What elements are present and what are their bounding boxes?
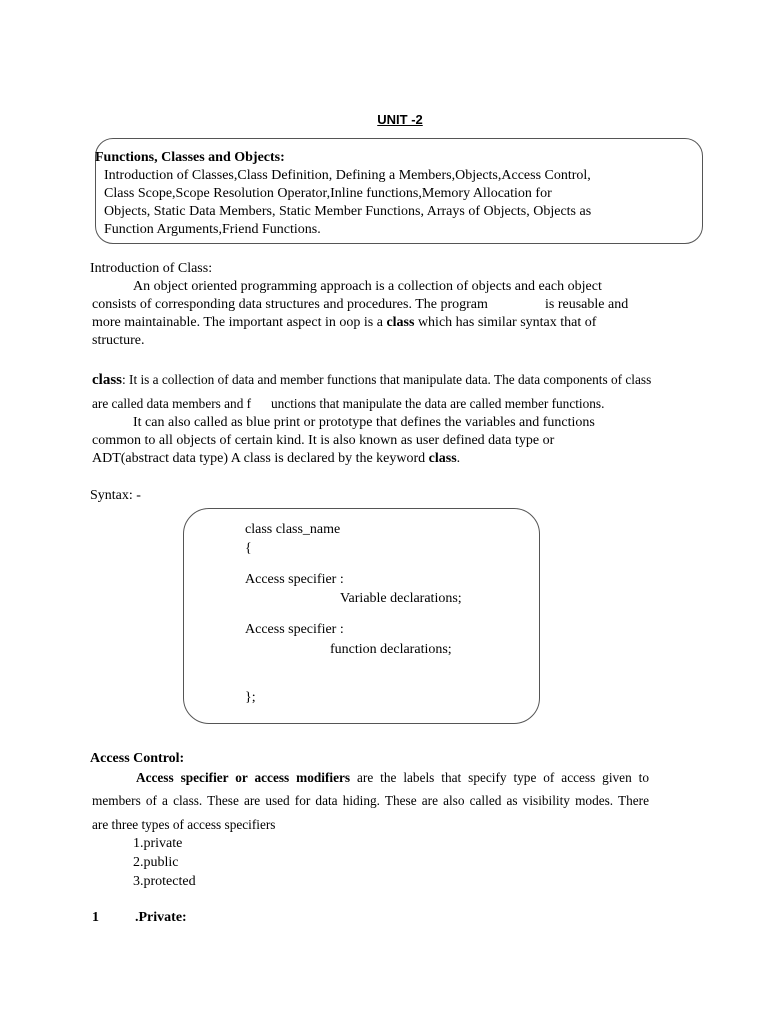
intro-line-1: An object oriented programming approach is a collection of objects and each object — [133, 279, 602, 294]
class-def-line-2b: unctions that manipulate the data are called member functions. — [271, 396, 605, 411]
list-item: 2.public — [133, 855, 179, 870]
code-line: { — [245, 541, 252, 556]
intro-heading: Introduction of Class: — [90, 261, 213, 276]
toc-line: Objects, Static Data Members, Static Member Functions, Arrays of Objects, Objects as — [104, 204, 592, 219]
access-line-3: are three types of access specifiers — [92, 817, 276, 832]
toc-heading: Functions, Classes and Objects: — [95, 150, 285, 165]
intro-line-2a: consists of corresponding data structures and procedures. The program — [92, 297, 488, 312]
toc-line: Function Arguments,Friend Functions. — [104, 222, 321, 237]
access-heading: Access Control: — [90, 751, 185, 766]
class-def-line-5: ADT(abstract data type) A class is declared by the keyword class. — [92, 451, 461, 466]
unit-title: UNIT -2 — [377, 112, 423, 127]
intro-line-4: structure. — [92, 333, 145, 348]
syntax-box — [183, 508, 540, 724]
syntax-label: Syntax: - — [90, 488, 141, 503]
class-def-line-3: It can also called as blue print or prototype that defines the variables and functions — [133, 415, 595, 430]
list-item: 1.private — [133, 836, 183, 851]
toc-line: Class Scope,Scope Resolution Operator,Inline functions,Memory Allocation for — [104, 186, 552, 201]
code-line: class class_name — [245, 522, 341, 537]
code-line: Variable declarations; — [340, 591, 462, 606]
toc-line: Introduction of Classes,Class Definition, Defining a Members,Objects,Access Control, — [104, 168, 591, 183]
code-line: }; — [245, 690, 256, 705]
intro-line-3: more maintainable. The important aspect in oop is a class which has similar syntax that of — [92, 315, 597, 330]
class-def-line-4: common to all objects of certain kind. It is also known as user defined data type or — [92, 433, 555, 448]
access-line-2: members of a class. These are used for data hiding. These are also called as visibility modes. There — [92, 793, 649, 808]
list-item: 3.protected — [133, 874, 196, 889]
class-def-line-1: class: It is a collection of data and member functions that manipulate data. The data components of class — [92, 372, 652, 388]
section-number: 1 — [92, 910, 99, 925]
intro-line-2b: is reusable and — [545, 297, 629, 312]
section-title: .Private: — [135, 910, 187, 925]
access-line-1: Access specifier or access modifiers are the labels that specify type of access given to — [136, 770, 649, 785]
code-line: function declarations; — [330, 642, 452, 657]
class-def-line-2a: are called data members and f — [92, 396, 252, 411]
code-line: Access specifier : — [245, 622, 344, 637]
code-line: Access specifier : — [245, 572, 344, 587]
